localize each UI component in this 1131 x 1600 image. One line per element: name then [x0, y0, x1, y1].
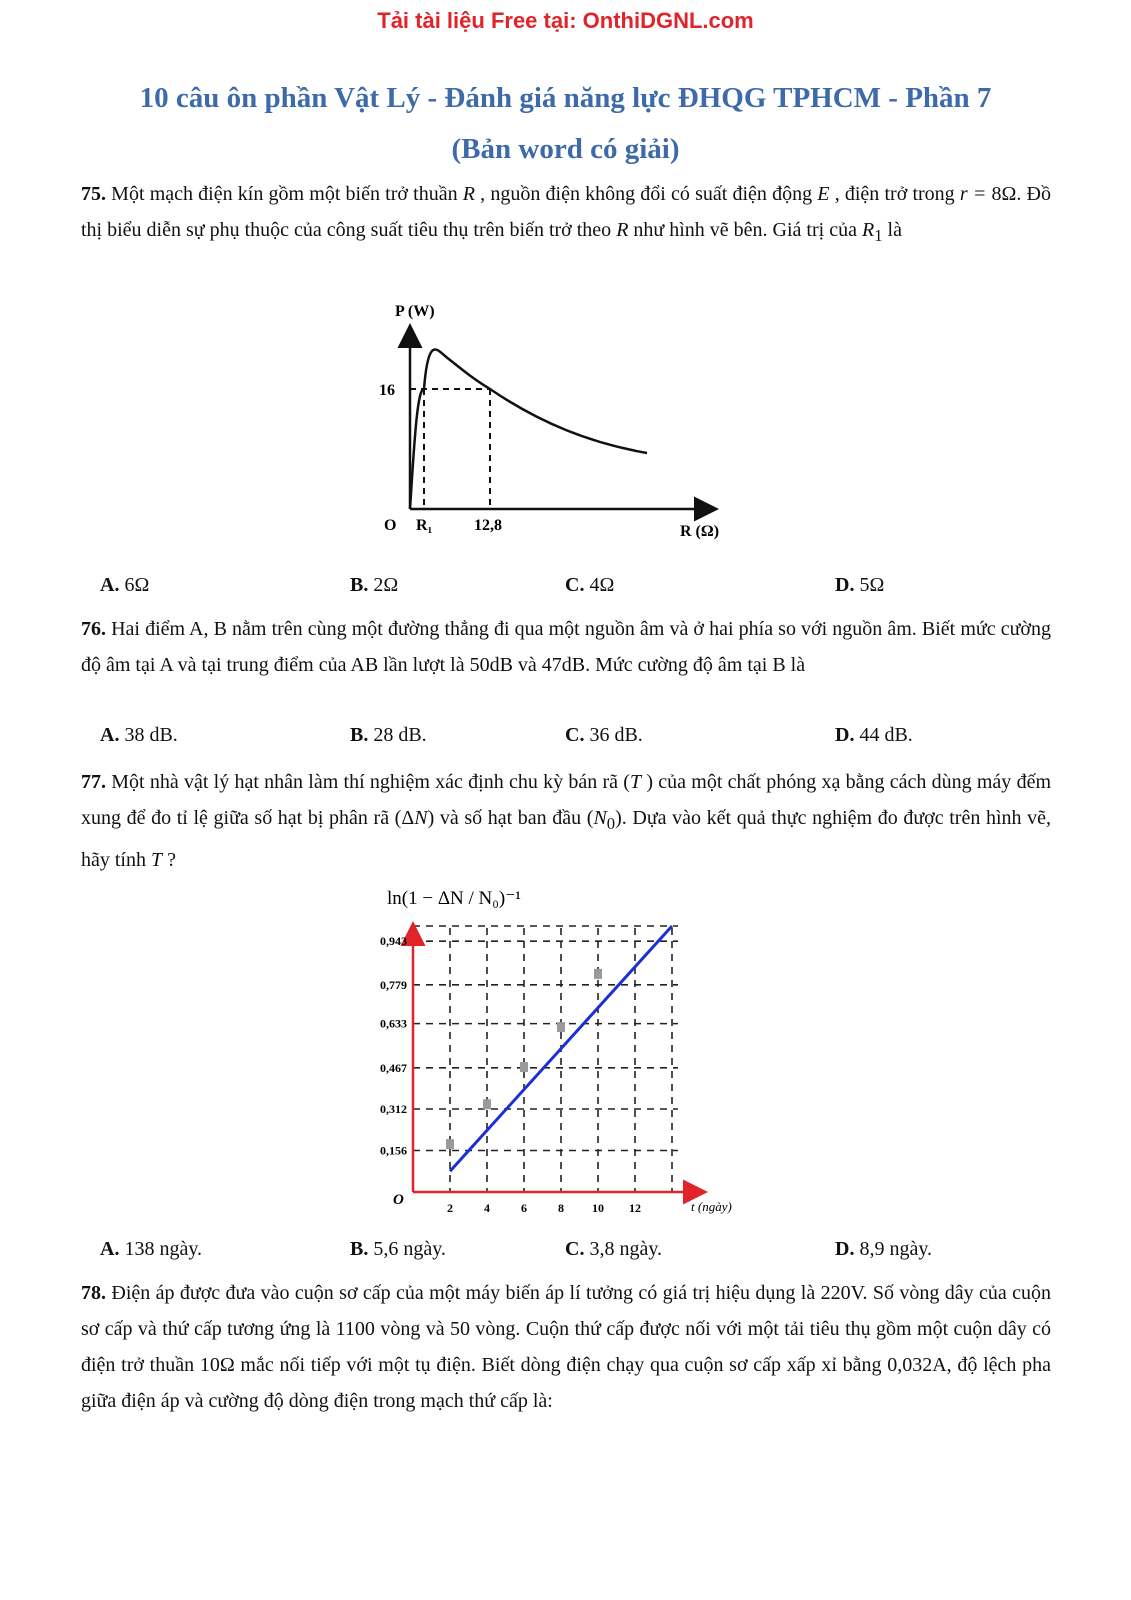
symbol-r: R [616, 219, 629, 241]
symbol-r: R [462, 183, 475, 205]
option-c[interactable]: C. 3,8 ngày. [565, 1238, 663, 1260]
question-77 [81, 764, 1051, 878]
question-number: 78. [81, 1282, 106, 1304]
data-point [594, 969, 602, 979]
data-point [557, 1022, 565, 1032]
options-76 [100, 724, 1000, 756]
question-text: ? [162, 849, 177, 871]
question-75 [81, 176, 1051, 254]
question-text: , nguồn điện không đổi có suất điện động [474, 183, 818, 205]
question-text: ) và số hạt ban đầu ( [427, 807, 594, 829]
data-point [520, 1062, 528, 1072]
decay-ln-chart [355, 878, 755, 1223]
y-axis-label: ln(1 − ΔN / N₀)⁻¹ [387, 888, 521, 909]
y-tick-label: 0,467 [380, 1060, 407, 1075]
option-c[interactable]: C. 36 dB. [565, 724, 643, 746]
question-text: Hai điểm A, B nằm trên cùng một đường thẳng đi qua một nguồn âm và ở hai phía so với nguồn âm. Biết mức cường độ âm tại A và tại trung điểm của AB lần lượt là 50dB và 47dB. Mức cường độ âm tại B là [81, 618, 1051, 676]
y-tick-label: 0,633 [380, 1016, 407, 1031]
option-c[interactable]: C. 4Ω [565, 574, 615, 596]
question-number: 77. [81, 771, 106, 793]
question-text: ). Dựa vào kết quả thực nghiệm đo được trên hình vẽ, hãy tính [81, 807, 1052, 871]
symbol-n0: N [593, 807, 607, 829]
x-tick-label: 10 [592, 1201, 604, 1215]
question-text: như hình vẽ bên. Giá trị của [628, 219, 862, 241]
y-tick-label: 0,943 [380, 934, 407, 949]
x-tick-label: 12 [629, 1201, 641, 1215]
symbol-t: T [151, 849, 163, 871]
question-text: 8Ω. Đồ thị biểu diễn sự phụ thuộc của công suất tiêu thụ trên biến trở theo [81, 183, 1051, 241]
option-a[interactable]: A. 138 ngày. [100, 1238, 203, 1260]
symbol-e: E [817, 183, 830, 205]
x-axis-label: R (Ω) [680, 523, 720, 540]
question-76 [81, 611, 1051, 683]
power-curve [410, 349, 647, 509]
page-title: 10 câu ôn phần Vật Lý - Đánh giá năng lực ĐHQG TPHCM - Phần 7 [139, 82, 992, 114]
option-a[interactable]: A. 38 dB. [100, 724, 178, 746]
fit-line [450, 926, 672, 1171]
y-tick-label: 0,779 [380, 977, 407, 992]
question-78 [81, 1275, 1051, 1419]
symbol-r-internal: r = [959, 183, 992, 205]
option-b[interactable]: B. 28 dB. [350, 724, 427, 746]
option-d[interactable]: D. 8,9 ngày. [835, 1238, 933, 1260]
question-text: ) của một chất phóng xạ bằng cách dùng máy đếm xung để đo tỉ lệ giữa số hạt bị phân rã (Δ [81, 771, 1051, 829]
source-banner: Tải tài liệu Free tại: OnthiDGNL.com [377, 8, 754, 33]
page-subtitle: (Bản word có giải) [451, 133, 680, 165]
question-text: Một nhà vật lý hạt nhân làm thí nghiệm xác định chu kỳ bán rã ( [106, 771, 630, 793]
option-a[interactable]: A. 6Ω [100, 574, 150, 596]
question-text: Một mạch điện kín gồm một biến trở thuần [106, 183, 463, 205]
option-d[interactable]: D. 5Ω [835, 574, 885, 596]
symbol-t: T [629, 771, 642, 793]
symbol-n: N [414, 807, 428, 829]
y-tick-label: 16 [379, 382, 395, 399]
option-d[interactable]: D. 44 dB. [835, 724, 913, 746]
question-number: 75. [81, 183, 106, 205]
x-tick-label: R₁ [416, 517, 433, 534]
question-text: Điện áp được đưa vào cuộn sơ cấp của một máy biến áp lí tưởng có giá trị hiệu dụng là 220V. Số vòng dây của cuộn sơ cấp và thứ cấp tương ứng là 1100 vòng và 50 vòng. Cuộn thứ cấp được nối với một tải tiêu thụ gồm một cuộn dây có điện trở thuần 10Ω mắc nối tiếp với một tụ điện. Biết dòng điện chạy qua cuộn sơ cấp xấp xỉ bằng 0,032A, độ lệch pha giữa điện áp và cường độ dòng điện trong mạch thứ cấp là: [81, 1282, 1051, 1412]
x-tick-label: 12,8 [474, 517, 502, 534]
symbol-r1: R [861, 219, 875, 241]
x-axis-label: t (ngày) [691, 1199, 732, 1214]
y-tick-label: 0,312 [380, 1102, 407, 1117]
subscript: 1 [874, 226, 883, 245]
subscript: 0 [606, 814, 616, 833]
question-number: 76. [81, 618, 106, 640]
options-77 [100, 1238, 1000, 1270]
y-axis-label: P (W) [395, 303, 435, 320]
x-tick-label: 6 [521, 1201, 527, 1215]
origin-label: O [393, 1192, 404, 1208]
data-point [483, 1099, 491, 1109]
option-b[interactable]: B. 2Ω [350, 574, 399, 596]
x-tick-label: 4 [484, 1201, 490, 1215]
question-text: là [882, 219, 902, 241]
x-tick-label: 8 [558, 1201, 564, 1215]
option-b[interactable]: B. 5,6 ngày. [350, 1238, 446, 1260]
power-vs-resistance-chart [370, 298, 750, 553]
data-point [446, 1139, 454, 1149]
question-text: , điện trở trong [829, 183, 960, 205]
y-tick-label: 0,156 [380, 1143, 407, 1158]
x-tick-label: 2 [447, 1201, 453, 1215]
options-75 [100, 574, 1000, 606]
origin-label: O [384, 517, 397, 534]
